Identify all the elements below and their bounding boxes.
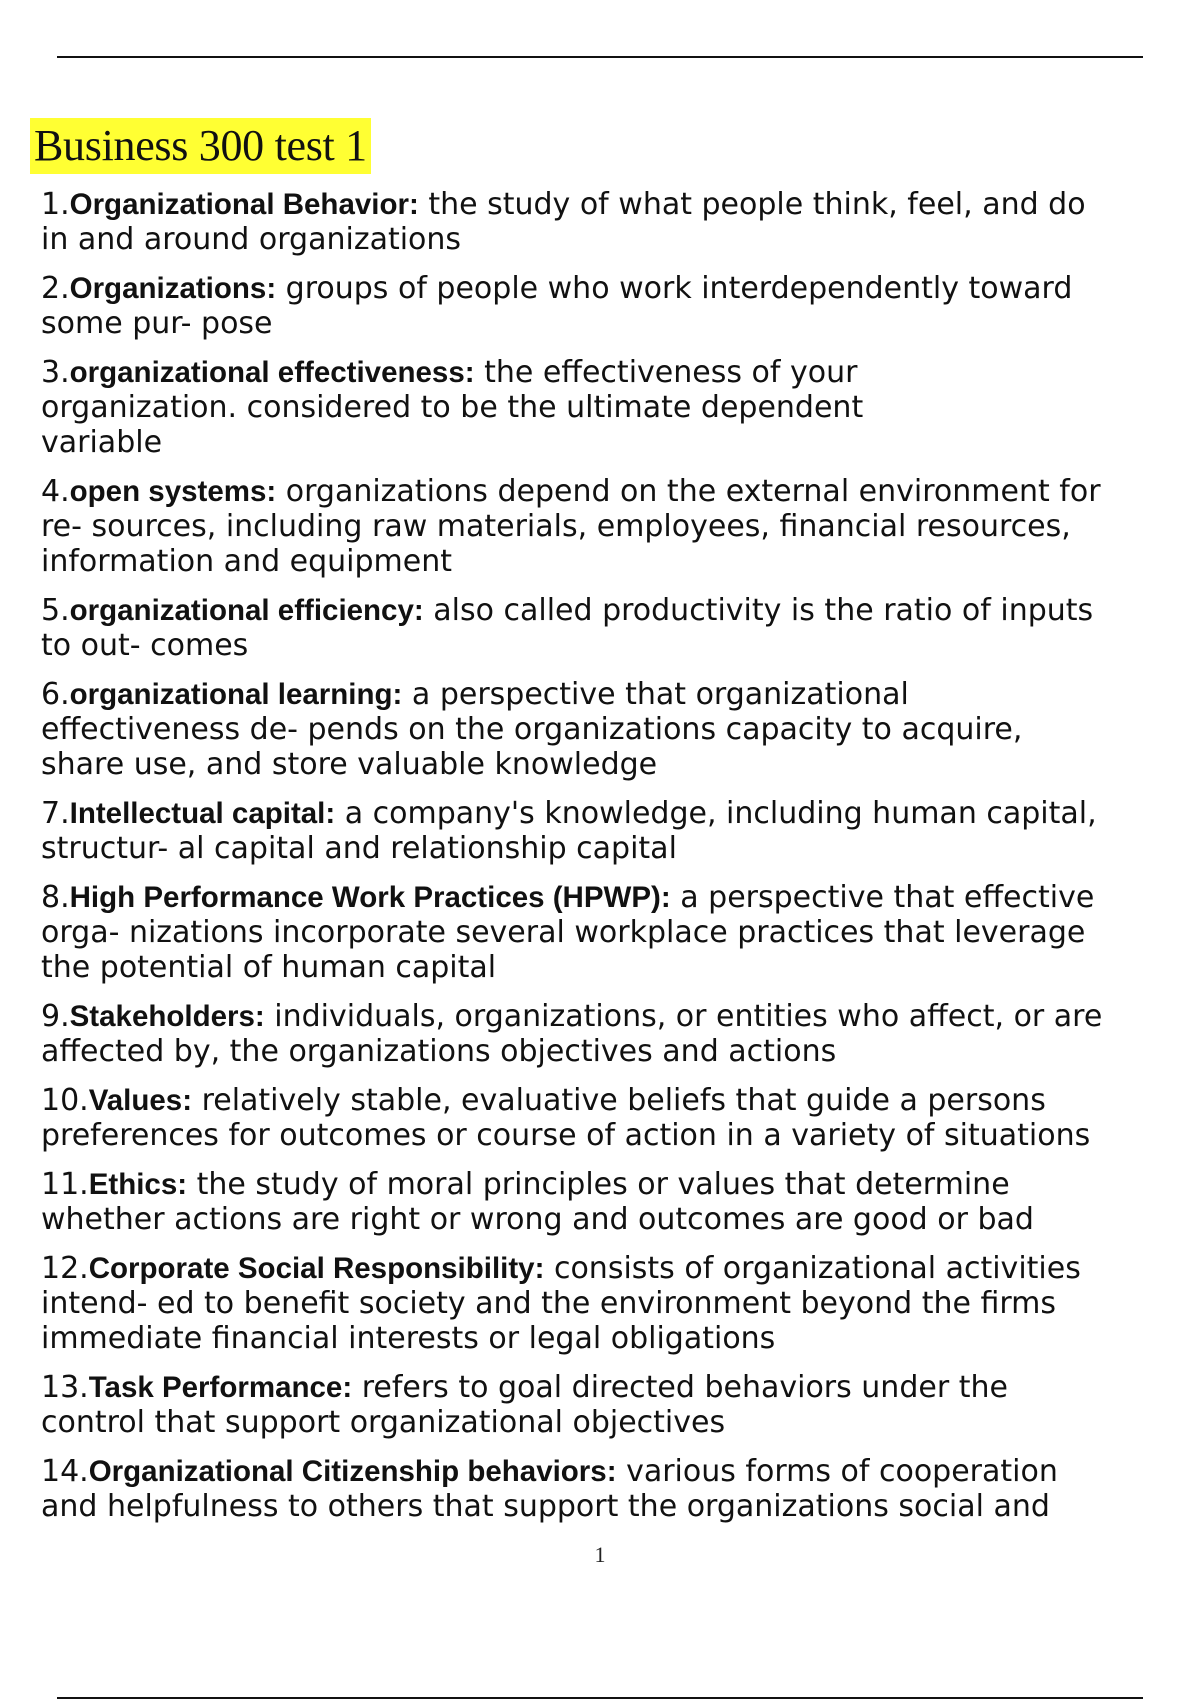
list-item	[41, 187, 1193, 257]
list-item	[41, 1083, 1193, 1153]
item-number: 8.	[41, 880, 70, 915]
list-item	[41, 999, 1193, 1069]
list-item	[41, 474, 1193, 579]
item-term: Task Performance:	[88, 1371, 353, 1404]
item-number: 5.	[41, 593, 70, 628]
list-item	[41, 271, 1193, 341]
item-number: 2.	[41, 271, 70, 306]
item-term: Intellectual capital:	[69, 797, 336, 830]
item-term: High Performance Work Practices (HPWP):	[69, 881, 671, 914]
item-term: open systems:	[69, 475, 277, 508]
bottom-rule	[57, 1697, 1143, 1699]
item-definition: various forms of cooperation and helpfulness to others that support the organizations social and	[41, 1454, 1058, 1524]
definition-list	[41, 187, 1193, 1538]
item-number: 11.	[41, 1167, 89, 1202]
item-definition: also called productivity is the ratio of inputs to out- comes	[41, 593, 1094, 663]
item-term: Organizational Behavior:	[69, 188, 419, 221]
item-number: 9.	[41, 999, 70, 1034]
list-item	[41, 593, 1193, 663]
top-rule	[57, 56, 1143, 58]
list-item	[41, 1251, 1193, 1356]
list-item	[41, 677, 1193, 782]
list-item	[41, 1167, 1193, 1237]
item-term: Ethics:	[88, 1168, 188, 1201]
list-item	[41, 880, 1193, 985]
item-number: 14.	[41, 1454, 89, 1489]
item-term: organizational learning:	[69, 678, 403, 711]
item-definition: the effectiveness of your organization. considered to be the ultimate dependent variable	[41, 355, 864, 460]
item-number: 1.	[41, 187, 70, 222]
page-number: 1	[594, 1542, 606, 1567]
item-definition: the study of what people think, feel, and do in and around organizations	[41, 187, 1086, 257]
item-number: 7.	[41, 796, 70, 831]
item-number: 13.	[41, 1370, 89, 1405]
list-item	[41, 796, 1193, 866]
item-term: Corporate Social Responsibility:	[88, 1252, 545, 1285]
item-number: 12.	[41, 1251, 89, 1286]
item-term: Organizations:	[69, 272, 277, 305]
item-number: 6.	[41, 677, 70, 712]
item-definition: consists of organizational activities intend- ed to benefit society and the environment beyond the firms immediate financial interests or legal obligations	[41, 1251, 1081, 1356]
item-definition: a company's knowledge, including human capital, structur- al capital and relationship capital	[41, 796, 1097, 866]
list-item	[41, 1454, 1193, 1524]
item-term: Values:	[88, 1084, 193, 1117]
item-number: 3.	[41, 355, 70, 390]
list-item	[41, 355, 1193, 460]
item-definition: relatively stable, evaluative beliefs that guide a persons preferences for outcomes or course of action in a variety of situations	[41, 1083, 1091, 1153]
item-number: 4.	[41, 474, 70, 509]
document-title: Business 300 test 1	[30, 118, 371, 174]
item-term: organizational efficiency:	[69, 594, 424, 627]
item-definition: a perspective that effective orga- nizations incorporate several workplace practices that leverage the potential of human capital	[41, 880, 1095, 985]
item-definition: organizations depend on the external environment for re- sources, including raw materials, employees, financial resources, information and equipment	[41, 474, 1101, 579]
item-term: organizational effectiveness:	[69, 356, 475, 389]
item-definition: the study of moral principles or values that determine whether actions are right or wrong and outcomes are good or bad	[41, 1167, 1034, 1237]
item-definition: refers to goal directed behaviors under the control that support organizational objectives	[41, 1370, 1008, 1440]
item-definition: a perspective that organizational effectiveness de- pends on the organizations capacity to acquire, share use, and store valuable knowledge	[41, 677, 1023, 782]
item-term: Organizational Citizenship behaviors:	[88, 1455, 617, 1488]
item-number: 10.	[41, 1083, 89, 1118]
item-definition: groups of people who work interdependently toward some pur- pose	[41, 271, 1073, 341]
title-block	[30, 118, 371, 174]
item-definition: individuals, organizations, or entities who affect, or are affected by, the organizations objectives and actions	[41, 999, 1103, 1069]
list-item	[41, 1370, 1193, 1440]
item-term: Stakeholders:	[69, 1000, 265, 1033]
